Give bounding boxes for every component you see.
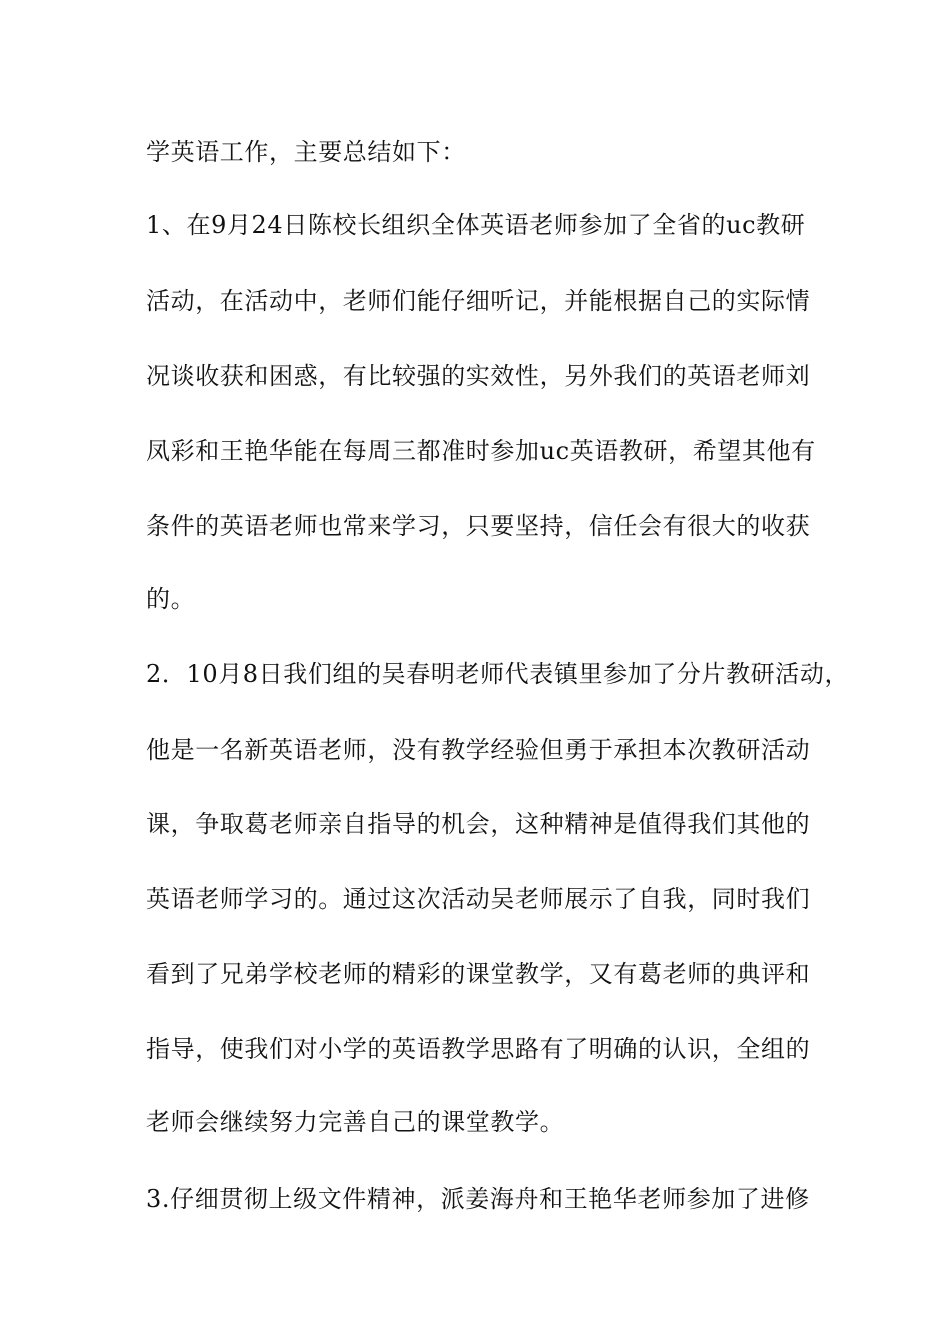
text-line: 他是一名新英语老师，没有教学经验但勇于承担本次教研活动 xyxy=(146,736,811,764)
text-line: 老师会继续努力完善自己的课堂教学。 xyxy=(146,1108,565,1136)
text-line: 3.仔细贯彻上级文件精神，派姜海舟和王艳华老师参加了进修 xyxy=(146,1185,810,1213)
text-line: 英语老师学习的。通过这次活动吴老师展示了自我，同时我们 xyxy=(146,885,811,913)
text-line: 指导，使我们对小学的英语教学思路有了明确的认识，全组的 xyxy=(146,1035,811,1063)
text-line: 况谈收获和困惑，有比较强的实效性，另外我们的英语老师刘 xyxy=(146,362,811,390)
text-line: 的。 xyxy=(146,585,196,613)
text-line: 活动，在活动中，老师们能仔细听记，并能根据自己的实际情 xyxy=(146,287,811,315)
text-line: 课，争取葛老师亲自指导的机会，这种精神是值得我们其他的 xyxy=(146,810,811,838)
text-line: 条件的英语老师也常来学习，只要坚持，信任会有很大的收获 xyxy=(146,512,811,540)
text-line: 2．10月8日我们组的吴春明老师代表镇里参加了分片教研活动， xyxy=(146,660,850,688)
text-line: 学英语工作，主要总结如下： xyxy=(146,138,466,166)
text-line: 1、在9月24日陈校长组织全体英语老师参加了全省的uc教研 xyxy=(146,211,806,239)
text-line: 看到了兄弟学校老师的精彩的课堂教学，又有葛老师的典评和 xyxy=(146,960,811,988)
text-line: 凤彩和王艳华能在每周三都准时参加uc英语教研，希望其他有 xyxy=(146,437,816,465)
